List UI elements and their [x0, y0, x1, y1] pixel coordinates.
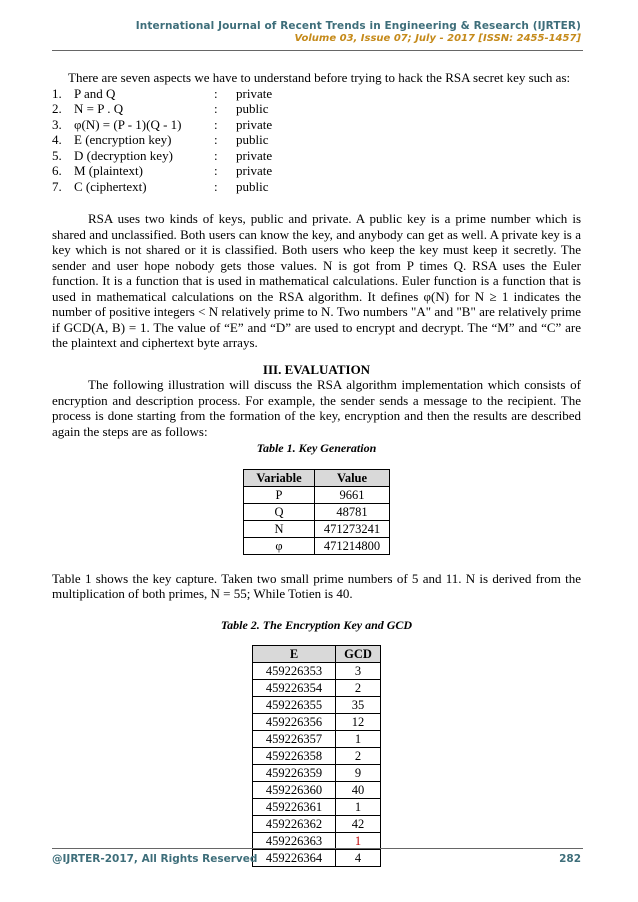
column-header: Variable: [244, 469, 315, 486]
table-row: 459226357 1: [253, 731, 381, 748]
header-divider: [52, 50, 583, 51]
footer-divider: [52, 848, 583, 849]
table-row: 459226360 40: [253, 782, 381, 799]
column-header: GCD: [336, 646, 381, 663]
table-row: 459226358 2: [253, 748, 381, 765]
key-generation-table: [243, 469, 390, 555]
table-row: 459226361 1: [253, 799, 381, 816]
table-header-row: [253, 646, 381, 663]
page-header: [136, 20, 581, 44]
table-row: N 471273241: [244, 520, 390, 537]
table-row: P 9661: [244, 486, 390, 503]
column-header: Value: [315, 469, 390, 486]
highlighted-gcd: 1: [336, 833, 381, 850]
list-item: 7. C (ciphertext) : public: [52, 178, 269, 194]
page-number: 282: [559, 853, 581, 865]
copyright-notice: @IJRTER-2017, All Rights Reserved: [52, 853, 258, 865]
list-item: 6. M (plaintext) : private: [52, 163, 273, 178]
table-row: 459226364 4: [253, 850, 381, 867]
paragraph-rsa-keys: RSA uses two kinds of keys, public and private. A public key is a prime number which is shared and unclassified. Both users can know the key, and anybody can get as well. A private key is a key which is not shared or it is classified. Both users who keep the key must keep it secretly. The sender and user hope nobody gets those values. N is got from P times Q. RSA uses the Euler function. It is a function that is used in mathematical calculations. Euler function is a function that is used in mathematical calculations on the RSA algorithm. It defines φ(N) for N ≥ 1 indicates the number of positive integers < N relatively prime to N. Two numbers "A" and "B" are relatively prime if GCD(A, B) = 1. The value of “E” and “D” are used to encrypt and decrypt. The “M” and “C” are the plaintext and ciphertext byte arrays.: [52, 211, 581, 350]
list-item: 1. P and Q : private: [52, 85, 273, 101]
table-row: 459226353 3: [253, 663, 381, 680]
list-item: 3. φ(N) = (P - 1)(Q - 1) : private: [52, 116, 273, 132]
paragraph-evaluation: The following illustration will discuss the RSA algorithm implementation which consists of encryption and description process. For example, the sender sends a message to the recipient. The process is done starting from the formation of the key, encryption and then the results are described again the steps are as follows:: [52, 377, 581, 439]
aspects-list: [52, 86, 581, 195]
table-row: 459226355 35: [253, 697, 381, 714]
table-row: 459226359 9: [253, 765, 381, 782]
table-row: 459226354 2: [253, 680, 381, 697]
list-item: 2. N = P . Q : public: [52, 101, 269, 116]
page-body: [52, 70, 581, 867]
list-item: 5. D (decryption key) : private: [52, 147, 273, 163]
intro-text: There are seven aspects we have to understand before trying to hack the RSA secret key such as:: [68, 70, 571, 85]
journal-title: International Journal of Recent Trends in Engineering & Research (IJRTER): [135, 20, 581, 32]
paragraph-table1-notes: Table 1 shows the key capture. Taken two small prime numbers of 5 and 11. N is derived from the multiplication of both primes, N = 55; While Totien is 40.: [52, 570, 581, 601]
table1-caption: Table 1. Key Generation: [256, 441, 377, 455]
table-row: φ 471214800: [244, 537, 390, 554]
table-row: Q 48781: [244, 503, 390, 520]
table-row-highlighted: 459226363 1: [253, 833, 381, 850]
encryption-key-table: [252, 645, 381, 867]
section-title: III. EVALUATION: [262, 361, 371, 377]
table-header-row: [244, 469, 390, 486]
table-row: 459226362 42: [253, 816, 381, 833]
volume-info: Volume 03, Issue 07; July - 2017 [ISSN: 2455-1457]: [294, 33, 581, 44]
table-row: 459226356 12: [253, 714, 381, 731]
page-footer: [52, 853, 581, 865]
table2-caption: Table 2. The Encryption Key and GCD: [220, 617, 413, 632]
column-header: E: [253, 646, 336, 663]
list-item: 4. E (encryption key) : public: [52, 132, 269, 147]
